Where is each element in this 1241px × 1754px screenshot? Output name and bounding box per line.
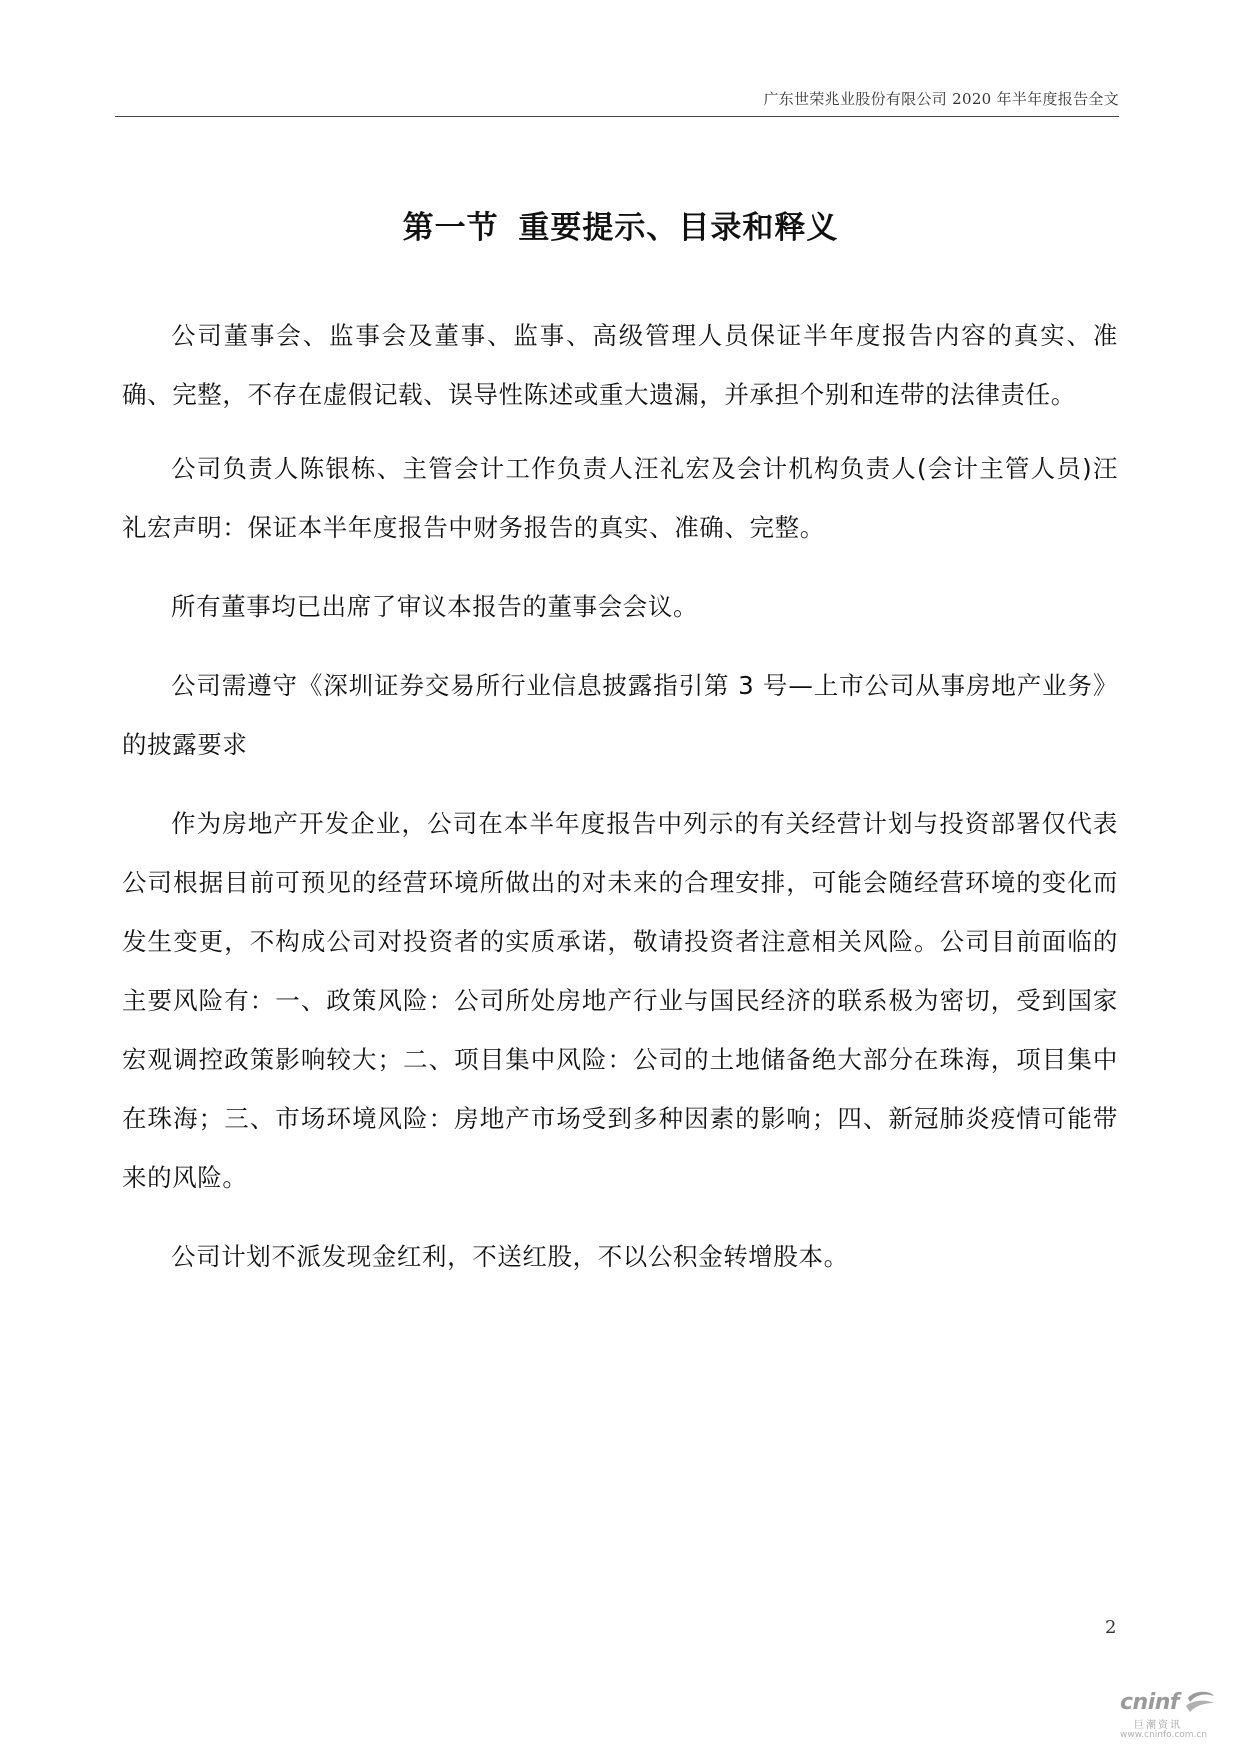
logo-url: www.cninfo.com.cn	[1120, 1730, 1208, 1740]
paragraph-disclosure: 公司需遵守《深圳证券交易所行业信息披露指引第 3 号—上市公司从事房地产业务》的披露要求	[122, 671, 1118, 759]
page-number: 2	[1105, 1617, 1117, 1638]
body-content	[122, 306, 1118, 1306]
header-text: 广东世荣兆业股份有限公司 2020 年半年度报告全文	[763, 90, 1119, 108]
cninfo-logo	[1120, 1690, 1230, 1740]
paragraph-dividend: 公司计划不派发现金红利，不送红股，不以公积金转增股本。	[171, 1242, 849, 1271]
logo-swirl-icon	[1184, 1690, 1216, 1716]
section-title: 第一节 重要提示、目录和释义	[402, 210, 839, 246]
paragraph-responsibility: 公司董事会、监事会及董事、监事、高级管理人员保证半年度报告内容的真实、准确、完整，不存在虚假记载、误导性陈述或重大遗漏，并承担个别和连带的法律责任。	[122, 321, 1118, 409]
paragraph-declaration: 公司负责人陈银栋、主管会计工作负责人汪礼宏及会计机构负责人(会计主管人员)汪礼宏声明：保证本半年度报告中财务报告的真实、准确、完整。	[122, 454, 1118, 542]
paragraph-risks: 作为房地产开发企业，公司在本半年度报告中列示的有关经营计划与投资部署仅代表公司根据目前可预见的经营环境所做出的对未来的合理安排，可能会随经营环境的变化而发生变更，不构成公司对投资者的实质承诺，敬请投资者注意相关风险。公司目前面临的主要风险有：一、政策风险：公司所处房地产行业与国民经济的联系极为密切，受到国家宏观调控政策影响较大；二、项目集中风险：公司的土地储备绝大部分在珠海，项目集中在珠海；三、市场环境风险：房地产市场受到多种因素的影响；四、新冠肺炎疫情可能带来的风险。	[122, 809, 1118, 1192]
paragraph-attendance: 所有董事均已出席了审议本报告的董事会会议。	[171, 592, 699, 621]
logo-subtitle: 巨潮资讯	[1134, 1720, 1182, 1731]
page-header	[115, 86, 1119, 117]
logo-word: cninf	[1120, 1690, 1179, 1715]
